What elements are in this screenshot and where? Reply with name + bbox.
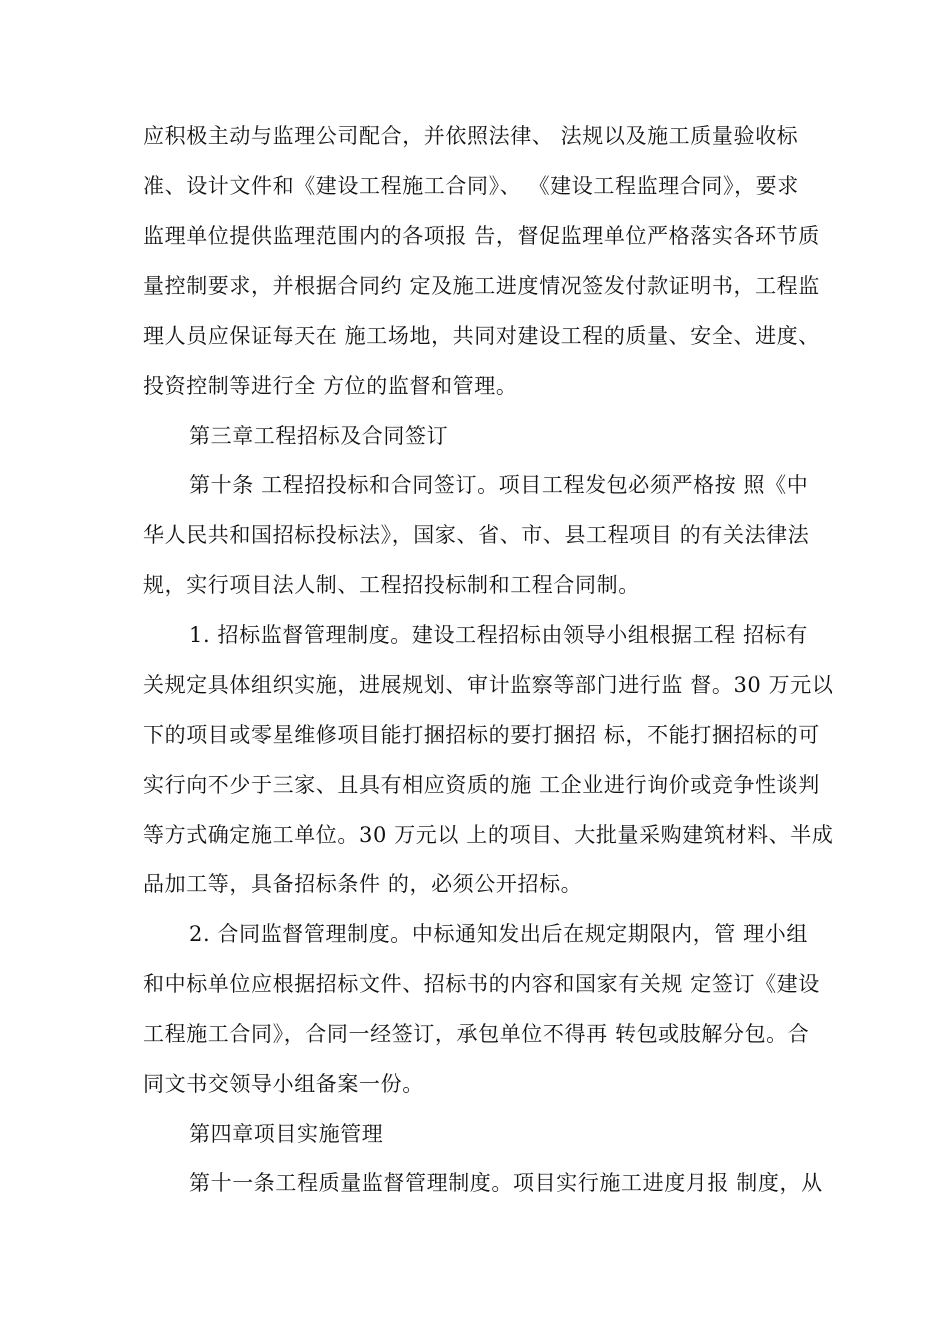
item-1-line-5: 等方式确定施工单位。30 万元以 上的项目、大批量采购建筑材料、半成 xyxy=(143,823,834,847)
paragraph-line-1: 应积极主动与监理公司配合，并依照法律、 法规以及施工质量验收标 xyxy=(143,124,799,148)
item-1-line-4: 实行向不少于三家、且具有相应资质的施 工企业进行询价或竞争性谈判 xyxy=(143,773,820,797)
item-1-line-2: 关规定具体组织实施，进展规划、审计监察等部门进行监 督。30 万元以 xyxy=(143,673,834,697)
article-10-line-1: 第十条 工程招投标和合同签订。项目工程发包必须严格按 照《中 xyxy=(189,473,809,497)
article-10-line-2: 华人民共和国招标投标法》，国家、省、市、县工程项目 的有关法律法 xyxy=(143,523,810,547)
article-11-line-1: 第十一条工程质量监督管理制度。项目实行施工进度月报 制度，从 xyxy=(189,1171,823,1195)
chapter-heading-3: 第三章工程招标及合同签订 xyxy=(189,424,449,448)
chapter-heading-4: 第四章项目实施管理 xyxy=(189,1122,384,1146)
paragraph-line-2: 准、设计文件和《建设工程施工合同》、 《建设工程监理合同》，要求 xyxy=(143,174,799,198)
item-1-line-6: 品加工等，具备招标条件 的，必须公开招标。 xyxy=(143,872,583,896)
item-1-line-1: 1. 招标监督管理制度。建设工程招标由领导小组根据工程 招标有 xyxy=(189,623,808,647)
item-2-line-3: 工程施工合同》，合同一经签订，承包单位不得再 转包或肢解分包。合 xyxy=(143,1022,810,1046)
article-10-line-3: 规，实行项目法人制、工程招投标制和工程合同制。 xyxy=(143,573,640,597)
paragraph-line-3: 监理单位提供监理范围内的各项报 告，督促监理单位严格落实各环节质 xyxy=(143,224,820,248)
paragraph-line-4: 量控制要求，并根据合同约 定及施工进度情况签发付款证明书，工程监 xyxy=(143,274,820,298)
paragraph-line-5: 理人员应保证每天在 施工场地，共同对建设工程的质量、安全、进度、 xyxy=(143,324,820,348)
item-2-line-4: 同文书交领导小组备案一份。 xyxy=(143,1072,424,1096)
item-2-line-2: 和中标单位应根据招标文件、招标书的内容和国家有关规 定签订《建设 xyxy=(143,972,820,996)
item-2-line-1: 2. 合同监督管理制度。中标通知发出后在规定期限内，管 理小组 xyxy=(189,922,808,946)
paragraph-line-6: 投资控制等进行全 方位的监督和管理。 xyxy=(143,374,518,398)
item-1-line-3: 下的项目或零星维修项目能打捆招标的要打捆招 标，不能打捆招标的可 xyxy=(143,723,820,747)
